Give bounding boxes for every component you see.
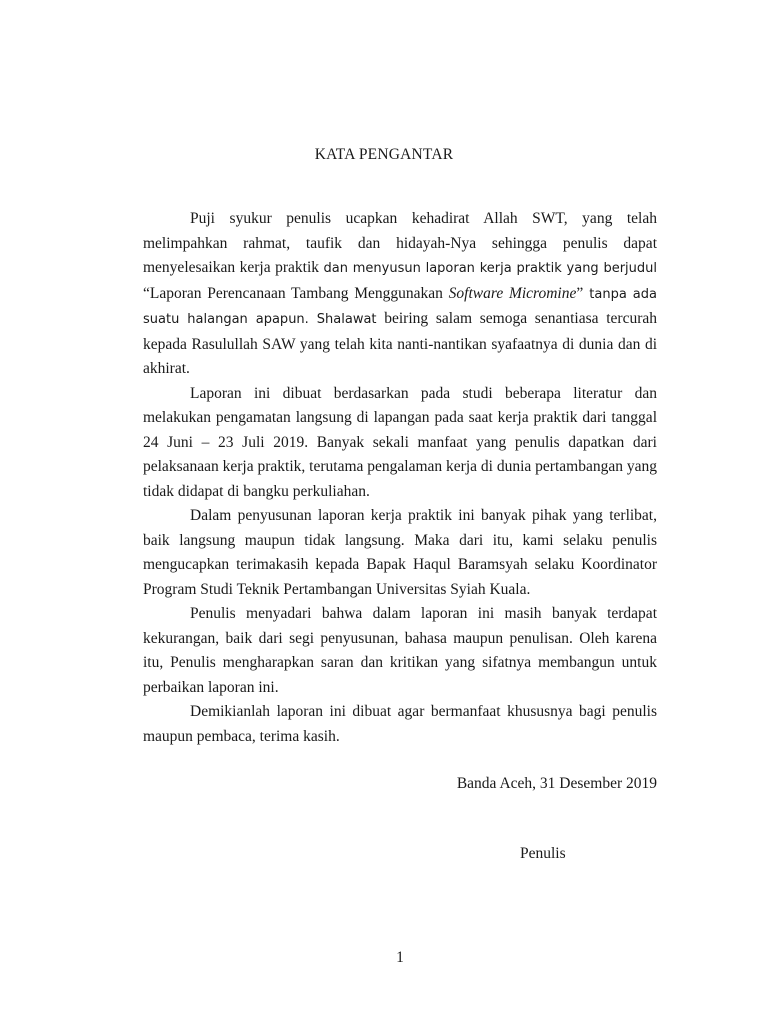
paragraph-2: Laporan ini dibuat berdasarkan pada studi beberapa literatur dan melakukan pengamatan langsung di lapangan pada saat kerja praktik dari tanggal 24 Juni – 23 Juli 2019. Banyak sekali manfaat yang penulis dapatkan dari pelaksanaan kerja praktik, terutama pengalaman kerja di dunia pertambangan yang tidak didapat di bangku perkuliahan. [143, 384, 657, 500]
paragraph-1-text-d: ” [576, 284, 584, 302]
author-signature: Penulis [520, 845, 566, 862]
paragraph-3: Dalam penyusunan laporan kerja praktik ini banyak pihak yang terlibat, baik langsung maupun tidak langsung. Maka dari itu, kami selaku penulis mengucapkan terimakasih kepada Bapak Haqul Baramsyah selaku Koordinator Program Studi Teknik Pertambangan Universitas Syiah Kuala. [143, 507, 657, 598]
document-body [143, 207, 657, 749]
paragraph-1-text-c: “Laporan Perencanaan Tambang Menggunakan [143, 284, 449, 302]
page-number: 1 [396, 949, 404, 966]
place-and-date: Banda Aceh, 31 Desember 2019 [456, 775, 657, 792]
paragraph-1-text-b: dan menyusun laporan kerja praktik yang berjudul [323, 261, 658, 276]
paragraph-1-text-a: Puji syukur penulis ucapkan kehadirat Allah SWT, yang telah melimpahkan rahmat, taufik dan hidayah-Nya sehingga penulis dapat menyelesaikan kerja praktik [143, 210, 657, 276]
paragraph-5: Demikianlah laporan ini dibuat agar bermanfaat khususnya bagi penulis maupun pembaca, terima kasih. [143, 703, 657, 745]
paragraph-1-italic-title: Software Micromine [448, 284, 577, 302]
paragraph-4: Penulis menyadari bahwa dalam laporan ini masih banyak terdapat kekurangan, baik dari segi penyusunan, bahasa maupun penulisan. Oleh karena itu, Penulis mengharapkan saran dan kritikan yang sifatnya membangun untuk perbaikan laporan ini. [143, 605, 657, 696]
page-title: KATA PENGANTAR [314, 146, 454, 163]
paragraph-1-text-e: tanpa ada suatu halangan apapun. Shalawat [143, 286, 657, 327]
paragraph-1-text-f: beiring salam semoga senantiasa tercurah kepada Rasulullah SAW yang telah kita nanti-nantikan syafaatnya di dunia dan di akhirat. [143, 310, 657, 377]
paragraph-1 [143, 207, 657, 382]
